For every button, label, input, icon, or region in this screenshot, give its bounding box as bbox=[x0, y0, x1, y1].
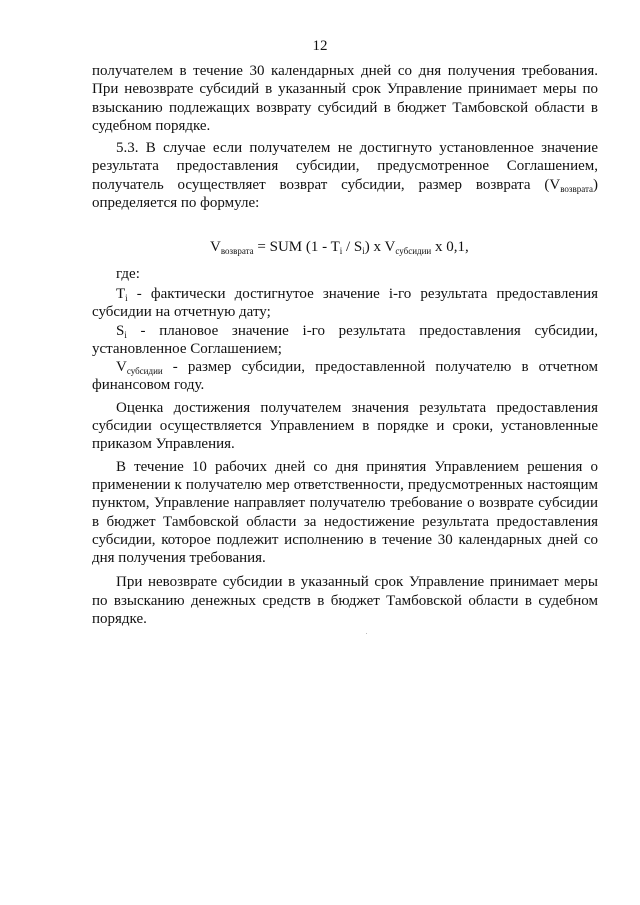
definition-t-text: - фактически достигнутое значение i-го результата предоставления субсидии на отчетную дату; bbox=[92, 285, 598, 321]
definition-v-symbol: V bbox=[116, 359, 127, 376]
formula-v-subscript: возврата bbox=[220, 246, 254, 257]
paragraph-assessment: Оценка достижения получателем значения результата предоставления субсидии осуществляется Управлением в порядке и сроки, установленные приказом Управления. bbox=[92, 399, 598, 453]
paragraph-5-3-start: 5.3. В случае если получателем не достигнуто установленное значение результата предоставления субсидии, предусмотренное Соглашением, получатель осуществляет возврат субсидии, размер возврата (V bbox=[92, 140, 598, 193]
definition-t bbox=[92, 285, 598, 322]
document-body bbox=[92, 62, 598, 628]
formula-v: V bbox=[210, 239, 221, 256]
formula-mult: ) x V bbox=[364, 239, 396, 256]
page-number: 12 bbox=[312, 38, 328, 54]
formula-vs-subscript: субсидии bbox=[395, 246, 432, 257]
definition-t-symbol: T bbox=[116, 285, 126, 302]
formula-t-subscript: i bbox=[339, 246, 343, 257]
formula-s-subscript: i bbox=[362, 246, 365, 257]
definition-v bbox=[92, 358, 598, 395]
scan-speck bbox=[366, 633, 367, 634]
definition-t-subscript: i bbox=[125, 292, 128, 303]
formula-div: / S bbox=[342, 239, 363, 256]
definition-s-symbol: S bbox=[116, 322, 125, 339]
return-formula bbox=[92, 238, 598, 256]
where-label: где: bbox=[116, 265, 140, 282]
paragraph-5-3 bbox=[92, 139, 598, 212]
v-return-subscript: возврата bbox=[560, 183, 593, 194]
definition-v-subscript: субсидии bbox=[126, 366, 163, 377]
paragraph-continuation: получателем в течение 30 календарных дней со дня получения требования. При невозврате субсидий в указанный срок Управление принимает меры по взысканию подлежащих возврату субсидий в бюджет Тамбовской области в судебном порядке. bbox=[92, 63, 598, 134]
formula-sum: = SUM (1 - T bbox=[253, 239, 340, 256]
definition-s bbox=[92, 322, 598, 359]
paragraph-court: При невозврате субсидии в указанный срок Управление принимает меры по взысканию денежных средств в бюджет Тамбовской области в судебном порядке. bbox=[92, 574, 598, 628]
definition-s-text: - плановое значение i-го результата предоставления субсидии, установленное Соглашением; bbox=[92, 322, 598, 357]
paragraph-10-days: В течение 10 рабочих дней со дня принятия Управлением решения о применении к получателю мер ответственности, предусмотренных настоящим пунктом, Управление направляет получателю требование о возврате субсидии в бюджет Тамбовской области за недостижение результата предоставления субсидии, которое подлежит исполнению в течение 30 календарных дней со дня получения требования. bbox=[92, 458, 598, 567]
formula-tail: x 0,1, bbox=[431, 239, 469, 256]
definition-s-subscript: i bbox=[124, 329, 127, 340]
paragraph-5-3-end: ) определяется по формуле: bbox=[92, 176, 598, 212]
definition-v-text: - размер субсидии, предоставленной получателю в отчетном финансовом году. bbox=[92, 359, 598, 394]
